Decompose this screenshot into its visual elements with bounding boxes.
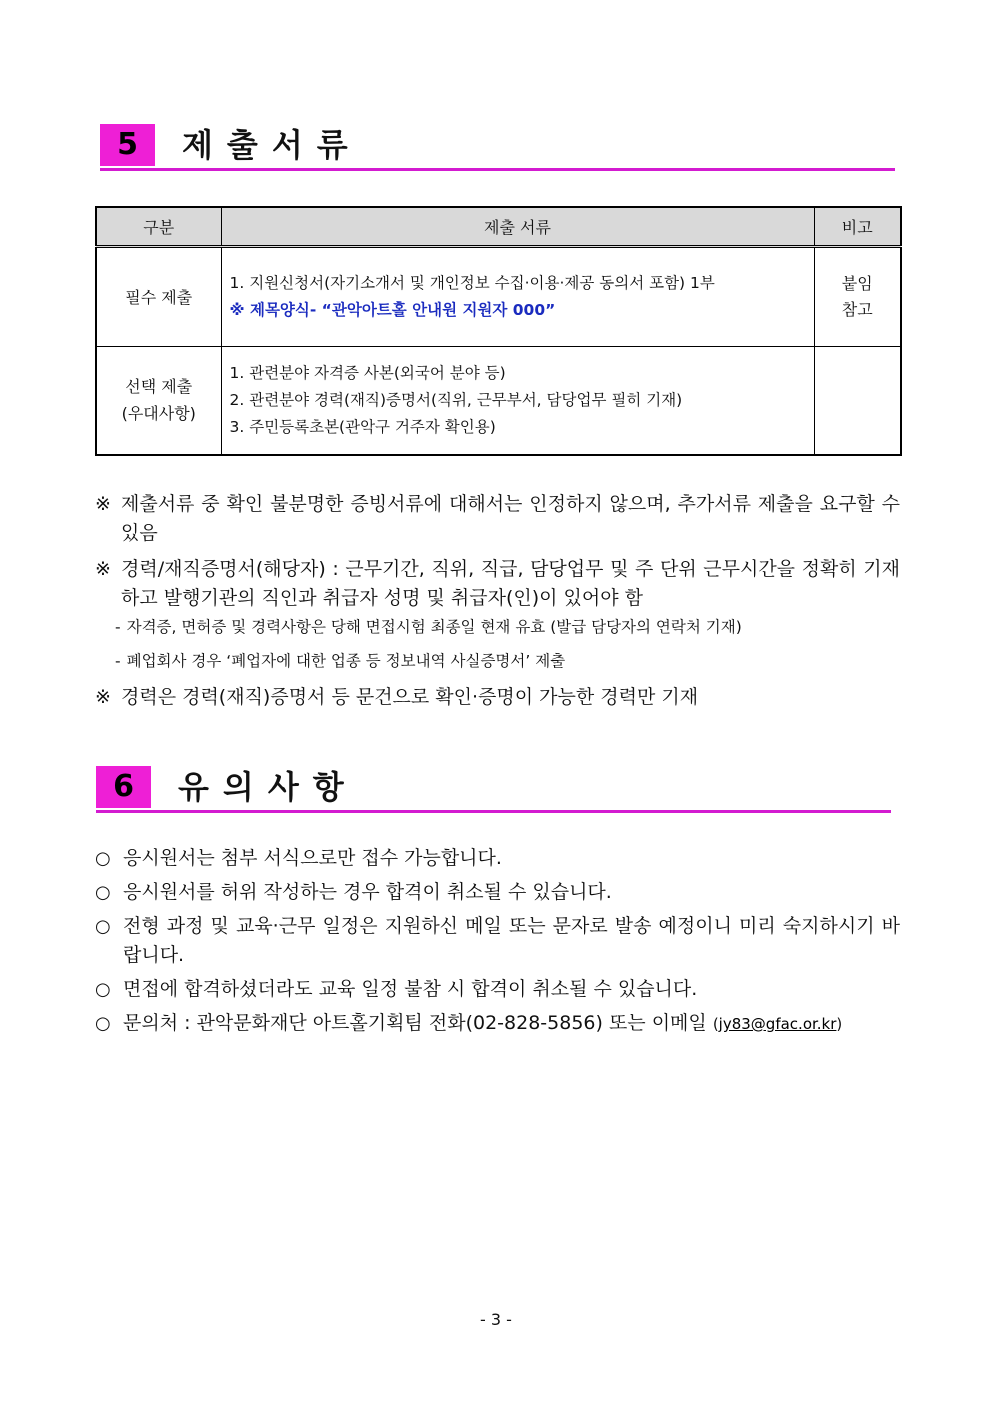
table-row-optional	[96, 347, 901, 455]
category-optional-line-2: (우대사항)	[121, 404, 196, 424]
note-text: 경력/재직증명서(해당자) : 근무기간, 직위, 직급, 담당업무 및 주 단위 근무시간을 정확히 기재하고 발행기관의 직인과 취급자 성명 및 취급자(인)이 있어야 함	[121, 558, 900, 609]
caution-item	[95, 975, 900, 1004]
note-item	[95, 490, 900, 548]
caution-text: 응시원서는 첨부 서식으로만 접수 가능합니다.	[123, 847, 502, 869]
remark-line-2: 참고	[841, 300, 873, 319]
optional-item-3: 3. 주민등록초본(관악구 거주자 확인용)	[229, 417, 496, 436]
note-text: 제출서류 중 확인 불분명한 증빙서류에 대해서는 인정하지 않으며, 추가서류 제출을 요구할 수 있음	[121, 493, 900, 544]
category-required: 필수 제출	[96, 247, 221, 347]
remark-required	[814, 247, 901, 347]
section-6-rule	[96, 810, 891, 813]
caution-item	[95, 844, 900, 873]
note-text: 경력은 경력(재직)증명서 등 문건으로 확인·증명이 가능한 경력만 기재	[121, 686, 699, 708]
remark-optional	[814, 347, 901, 455]
circle-bullet-icon: ○	[95, 882, 111, 903]
table-row-required	[96, 247, 901, 347]
contact-text: 문의처 : 관악문화재단 아트홀기획팀 전화(02-828-5856) 또는 이메일	[123, 1012, 707, 1034]
contact-item	[95, 1009, 900, 1039]
reference-mark: ※	[95, 493, 111, 515]
section-5-rule	[100, 168, 895, 171]
header-remark: 비고	[814, 207, 901, 247]
reference-mark: ※	[95, 558, 111, 580]
circle-bullet-icon: ○	[95, 848, 111, 869]
sub-note-item	[115, 649, 900, 673]
reference-mark: ※	[95, 686, 111, 708]
optional-items	[221, 347, 814, 455]
title-format-note: ※ 제목양식- “관악아트홀 안내원 지원자 000”	[229, 301, 556, 319]
note-item	[95, 555, 900, 613]
section-5-title: 제출서류	[182, 126, 362, 164]
circle-bullet-icon: ○	[95, 1013, 111, 1034]
sub-notes	[95, 615, 900, 673]
documents-table	[95, 206, 902, 456]
caution-item	[95, 878, 900, 907]
sub-note-item	[115, 615, 900, 639]
caution-item	[95, 912, 900, 970]
email-link[interactable]: jy83@gfac.or.kr	[718, 1015, 837, 1033]
table-header-row	[96, 207, 901, 247]
category-optional	[96, 347, 221, 455]
sub-note-text: 자격증, 면허증 및 경력사항은 당해 면접시험 최종일 현재 유효 (발급 담당자의 연락처 기재)	[126, 618, 742, 636]
dash-mark: -	[115, 652, 121, 670]
caution-text: 응시원서를 허위 작성하는 경우 합격이 취소될 수 있습니다.	[123, 881, 612, 903]
paren-close: )	[836, 1015, 843, 1033]
section-5-number: 5	[100, 124, 155, 166]
remark-line-1: 붙임	[841, 274, 873, 293]
caution-text: 전형 과정 및 교육·근무 일정은 지원하신 메일 또는 문자로 발송 예정이니 미리 숙지하시기 바랍니다.	[123, 915, 900, 966]
header-documents: 제출 서류	[221, 207, 814, 247]
section-6-title: 유의사항	[178, 768, 358, 806]
page-number: - 3 -	[480, 1310, 512, 1329]
section-6-number: 6	[96, 766, 151, 808]
required-items	[221, 247, 814, 347]
section-5-heading	[100, 124, 895, 168]
optional-item-2: 2. 관련분야 경력(재직)증명서(직위, 근무부서, 담당업무 필히 기재)	[229, 390, 683, 409]
category-optional-line-1: 선택 제출	[125, 377, 193, 397]
note-item	[95, 683, 900, 712]
section-6-heading	[96, 766, 891, 810]
cautions-list	[95, 844, 900, 1044]
circle-bullet-icon: ○	[95, 916, 111, 937]
optional-item-1: 1. 관련분야 자격증 사본(외국어 분야 등)	[229, 363, 506, 382]
submission-notes	[95, 490, 900, 719]
required-item-1: 1. 지원신청서(자기소개서 및 개인정보 수집·이용·제공 동의서 포함) 1부	[229, 274, 715, 292]
caution-text: 면접에 합격하셨더라도 교육 일정 불참 시 합격이 취소될 수 있습니다.	[123, 978, 698, 1000]
sub-note-text: 폐업회사 경우 ‘폐업자에 대한 업종 등 정보내역 사실증명서’ 제출	[126, 652, 566, 670]
paren-open: (	[712, 1015, 719, 1033]
dash-mark: -	[115, 618, 121, 636]
header-category: 구분	[96, 207, 221, 247]
circle-bullet-icon: ○	[95, 979, 111, 1000]
